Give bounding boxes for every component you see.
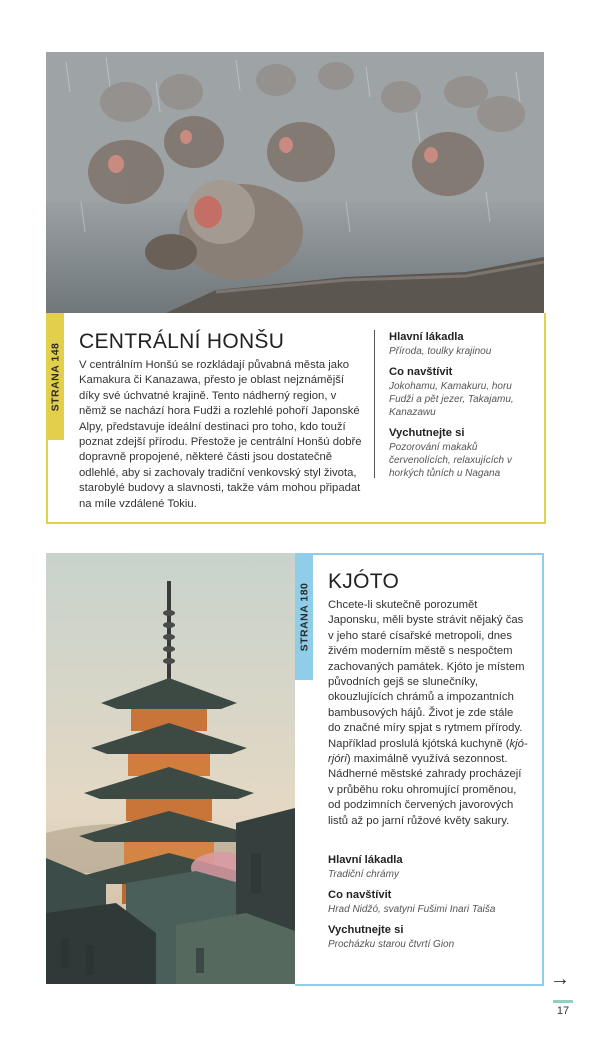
snow-monkeys-photo: [46, 52, 544, 313]
body-text-part: Chcete-li skutečně porozumět Japonsku, měli byste strávit nějaký čas v jeho staré císařské metropoli, dnes živém moderním městě s nespočtem zachovaných památek. Kjóto je místem původních gejš se slunečníky, okouzlujících chrámů a impozantních bambusových hájů. Život je zde stále do značné míry spjat s rytmem přírody. Například proslulá kjótská kuchyně (: [328, 599, 525, 750]
column-divider: [374, 330, 375, 478]
pagoda-photo: [46, 553, 295, 984]
fact-heading: Hlavní lákadla: [328, 854, 403, 866]
section-body-text: [328, 598, 528, 829]
page-reference-label: STRANA 148: [49, 342, 62, 411]
section-title: KJÓTO: [328, 570, 400, 593]
fact-box: [328, 853, 538, 958]
page-reference-tab[interactable]: [295, 553, 313, 680]
fact-heading: Vychutnejte si: [328, 924, 404, 936]
fact-value: Tradiční chrámy: [328, 869, 399, 880]
fact-value: Pozorování makaků červenolících, relaxujících v horkých tůních u Nagana: [389, 442, 512, 479]
fact-heading: Hlavní lákadla: [389, 331, 464, 343]
fact-value: Procházku starou čtvrtí Gion: [328, 939, 455, 950]
fact-value: Příroda, toulky krajinou: [389, 346, 492, 357]
fact-box: [389, 330, 539, 487]
page-number: 17: [556, 1005, 570, 1017]
page-reference-label: STRANA 180: [298, 582, 311, 651]
fact-heading: Co navštívit: [328, 889, 392, 901]
fact-value: Jokohamu, Kamakuru, horu Fudži a pět jezer, Takajamu, Kanazawu: [389, 381, 514, 418]
page-number-accent-bar: [553, 1000, 573, 1003]
fact-heading: Co navštívit: [389, 366, 453, 378]
section-body-text: V centrálním Honšú se rozkládají půvabná města jako Kamakura či Kanazawa, přesto je oblast nejznámější díky své úchvatné krajině. Tento nádherný region, v němž se nachází hora Fudži a rozlehlé pohoří Japonské Alpy, představuje ideální destinaci pro toho, kdo touží poznat zdejší přírodu. Přestože je centrální Honšú dobře dopravně propojené, některé části jsou dostatečně odlehlé, aby si zachovaly tradiční venkovský styl života, starobylé budovy a slavnosti, takže vám mohou připadat na míle vzdálené Tokiu.: [79, 359, 362, 510]
fact-value: Hrad Nidžó, svatyni Fušimi Inari Taiša: [328, 904, 496, 915]
next-page-arrow-icon[interactable]: →: [550, 968, 570, 990]
page-reference-tab[interactable]: [46, 313, 64, 440]
body-text-part: ) maximálně využívá sezonnost. Nádherné městské zahrady procházejí v průběhu roku ohromující proměnou, od podzimních červených javorových listů až po jarní růžové květy sakury.: [328, 753, 522, 827]
fact-heading: Vychutnejte si: [389, 427, 465, 439]
body-text-italic: kjó-rjóri: [328, 737, 528, 766]
section-title: CENTRÁLNÍ HONŠU: [79, 330, 285, 353]
